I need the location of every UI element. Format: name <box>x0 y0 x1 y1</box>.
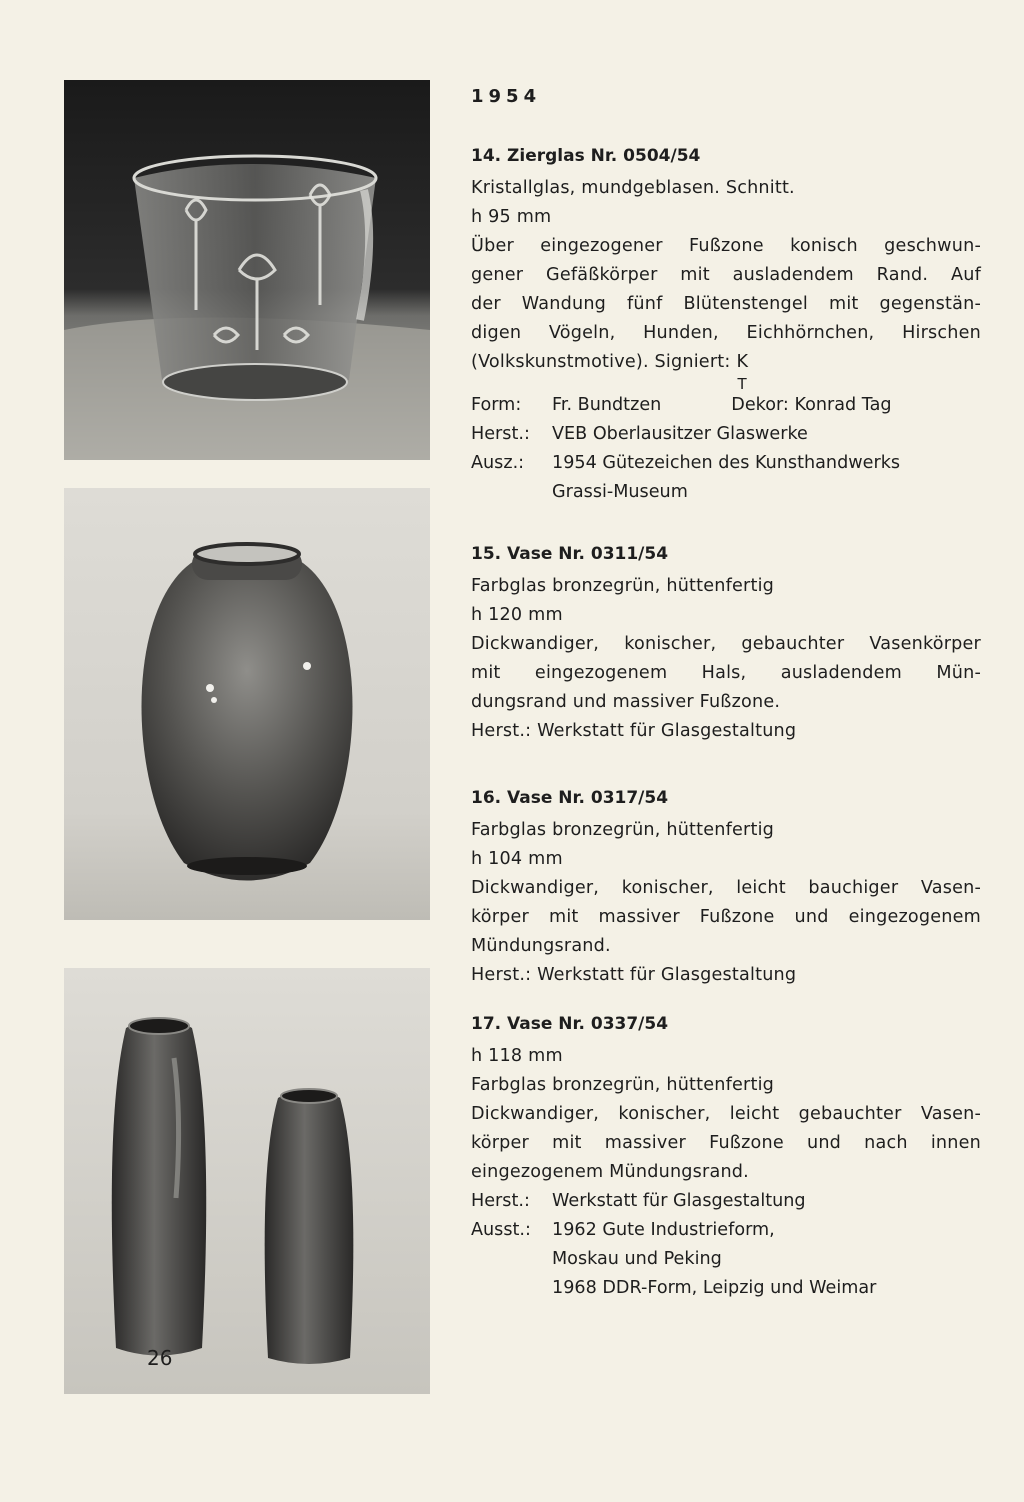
entry-line: Farbglas bronzegrün, hüttenfertig <box>471 820 775 840</box>
ausst-label: Ausst.: <box>471 1220 531 1240</box>
entry-line: der Wandung fünf Blütenstengel mit gegenstän- <box>471 294 981 314</box>
photo-zierglas-0504 <box>64 80 430 460</box>
entry-line: Farbglas bronzegrün, hüttenfertig <box>471 576 775 596</box>
photo-vase-0311 <box>64 488 430 920</box>
signed-text: (Volkskunstmotive). Signiert: <box>471 352 731 372</box>
entry-line: Farbglas bronzegrün, hüttenfertig <box>471 1075 775 1095</box>
entry-line: digen Vögeln, Hunden, Eichhörnchen, Hirschen <box>471 323 981 343</box>
herst-row <box>471 420 981 449</box>
ausz-row-continued <box>471 478 981 507</box>
herst-value: Werkstatt für Glasgestaltung <box>537 965 797 985</box>
signature-mark <box>736 348 749 393</box>
form-row <box>471 391 981 420</box>
entry-title: 14. Zierglas Nr. 0504/54 <box>471 146 701 166</box>
entry-line: h 95 mm <box>471 207 552 227</box>
page-number: 26 <box>147 1346 173 1370</box>
entry-line: dungsrand und massiver Fußzone. <box>471 692 781 712</box>
herst-line <box>471 961 981 990</box>
ausst-value-3: 1968 DDR-Form, Leipzig und Weimar <box>552 1278 877 1298</box>
herst-line <box>471 717 981 746</box>
entry-line: Dickwandiger, konischer, leicht bauchiger Vasen- <box>471 878 981 898</box>
catalog-entry-17 <box>471 1014 981 1303</box>
herst-value: Werkstatt für Glasgestaltung <box>537 721 797 741</box>
entry-line: h 104 mm <box>471 849 563 869</box>
form-value <box>552 391 981 420</box>
herst-label: Herst.: <box>471 965 532 985</box>
catalog-entry-14 <box>471 146 981 507</box>
entry-line: körper mit massiver Fußzone und eingezogenem <box>471 907 981 927</box>
herst-row <box>471 1187 981 1216</box>
entry-title: 16. Vase Nr. 0317/54 <box>471 788 669 808</box>
herst-value: Werkstatt für Glasgestaltung <box>552 1191 806 1211</box>
entry-line: Kristallglas, mundgeblasen. Schnitt. <box>471 178 795 198</box>
signature-bottom: T <box>737 375 747 393</box>
ausst-row-continued <box>471 1245 981 1274</box>
signature-top: K <box>736 352 749 372</box>
herst-label: Herst.: <box>471 721 532 741</box>
ausz-row <box>471 449 981 478</box>
year-heading: 1954 <box>471 86 542 107</box>
entry-title: 17. Vase Nr. 0337/54 <box>471 1014 669 1034</box>
entry-line: körper mit massiver Fußzone und nach innen <box>471 1133 981 1153</box>
ausz-value: 1954 Gütezeichen des Kunsthandwerks <box>552 453 901 473</box>
ausst-row-continued <box>471 1274 981 1303</box>
entry-line: gener Gefäßkörper mit ausladendem Rand. Auf <box>471 265 981 285</box>
ausz-label: Ausz.: <box>471 453 525 473</box>
photo-vases-0317-0337 <box>64 968 430 1394</box>
dekor-value: Dekor: Konrad Tag <box>731 395 892 415</box>
entry-line: eingezogenem Mündungsrand. <box>471 1162 749 1182</box>
form-label: Form: <box>471 395 522 415</box>
herst-label: Herst.: <box>471 1191 530 1211</box>
entry-line: mit eingezogenem Hals, ausladendem Mün- <box>471 663 981 683</box>
entry-line: Dickwandiger, konischer, gebauchter Vasenkörper <box>471 634 981 654</box>
form-designer: Fr. Bundtzen <box>552 395 662 415</box>
entry-line-signed <box>471 348 981 393</box>
ausst-value-2: Moskau und Peking <box>552 1249 722 1269</box>
entry-line: h 120 mm <box>471 605 563 625</box>
catalog-entry-16 <box>471 788 981 990</box>
ausst-row <box>471 1216 981 1245</box>
ausz-value-2: Grassi-Museum <box>552 482 688 502</box>
ausst-value: 1962 Gute Industrieform, <box>552 1220 775 1240</box>
herst-value: VEB Oberlausitzer Glaswerke <box>552 424 808 444</box>
entry-line: Über eingezogener Fußzone konisch geschwun- <box>471 236 981 256</box>
entry-title: 15. Vase Nr. 0311/54 <box>471 544 669 564</box>
catalog-entry-15 <box>471 544 981 746</box>
herst-label: Herst.: <box>471 424 530 444</box>
entry-line: Dickwandiger, konischer, leicht gebauchter Vasen- <box>471 1104 981 1124</box>
entry-line: Mündungsrand. <box>471 936 611 956</box>
entry-line: h 118 mm <box>471 1046 563 1066</box>
